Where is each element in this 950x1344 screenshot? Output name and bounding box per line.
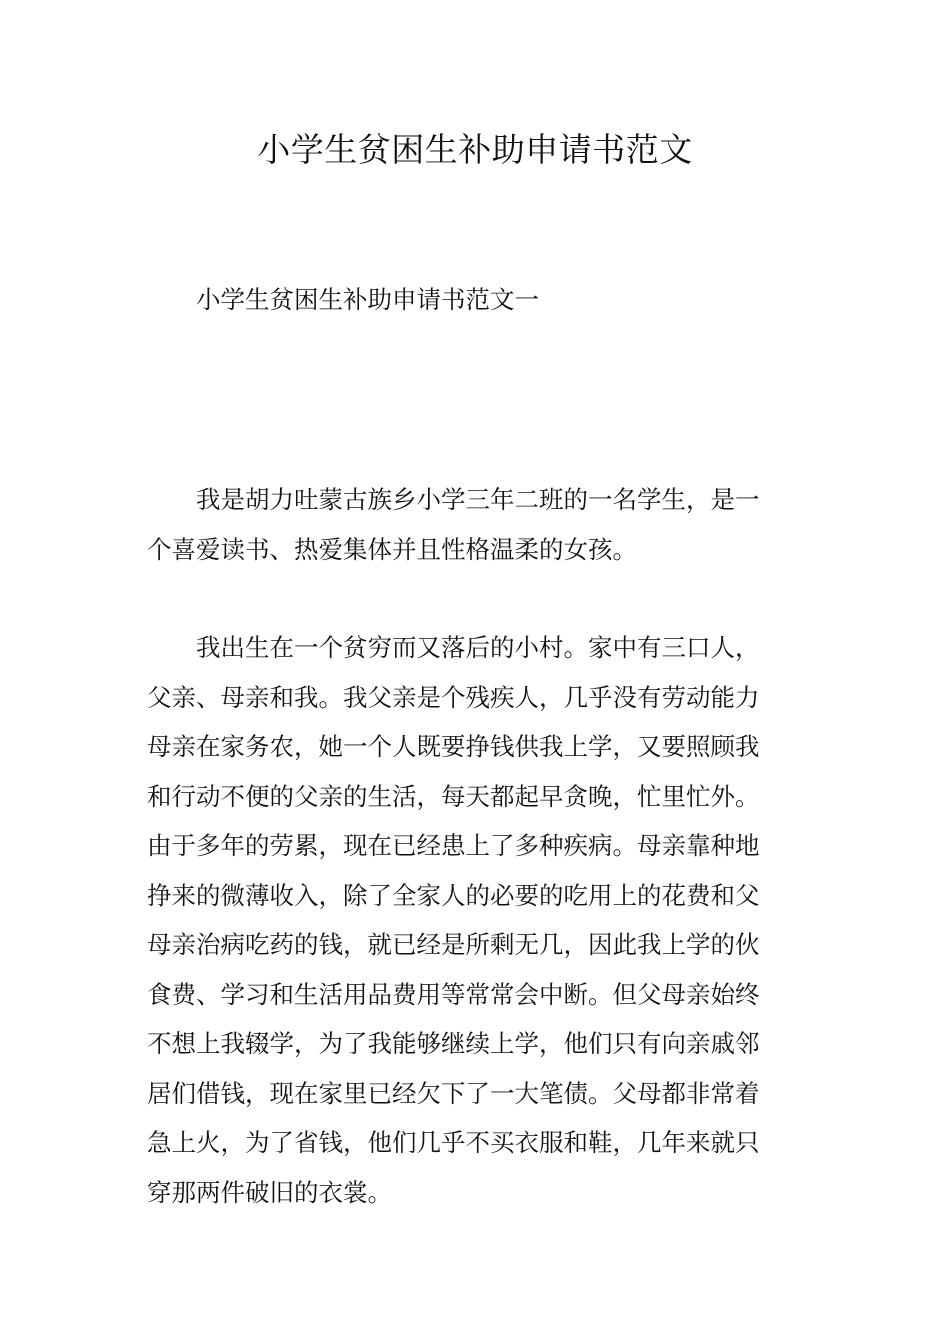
document-subtitle: 小学生贫困生补助申请书范文一 bbox=[196, 285, 539, 314]
paragraph-line: 挣来的微薄收入，除了全家人的必要的吃用上的花费和父 bbox=[147, 880, 760, 910]
paragraph-line: 母亲在家务农，她一个人既要挣钱供我上学，又要照顾我 bbox=[147, 732, 760, 761]
paragraph-line: 和行动不便的父亲的生活，每天都起早贪晚，忙里忙外。 bbox=[147, 781, 760, 811]
paragraph-line: 由于多年的劳累，现在已经患上了多种疾病。母亲靠种地 bbox=[147, 831, 760, 860]
paragraph-line: 个喜爱读书、热爱集体并且性格温柔的女孩。 bbox=[147, 534, 637, 564]
paragraph-line: 父亲、母亲和我。我父亲是个残疾人，几乎没有劳动能力 bbox=[147, 682, 760, 712]
paragraph-line: 急上火，为了省钱，他们几乎不买衣服和鞋，几年来就只 bbox=[147, 1128, 760, 1157]
paragraph-line: 不想上我辍学，为了我能够继续上学，他们只有向亲戚邻 bbox=[147, 1029, 760, 1058]
paragraph-line: 我是胡力吐蒙古族乡小学三年二班的一名学生，是一 bbox=[196, 485, 760, 514]
paragraph-line: 穿那两件破旧的衣裳。 bbox=[147, 1177, 392, 1207]
document-title: 小学生贫困生补助申请书范文 bbox=[257, 130, 693, 169]
paragraph-2 bbox=[147, 623, 807, 1217]
paragraph-1 bbox=[147, 475, 807, 574]
paragraph-line: 食费、学习和生活用品费用等常常会中断。但父母亲始终 bbox=[147, 979, 760, 1009]
paragraph-line: 我出生在一个贫穷而又落后的小村。家中有三口人， bbox=[196, 633, 760, 662]
paragraph-line: 居们借钱，现在家里已经欠下了一大笔债。父母都非常着 bbox=[147, 1078, 760, 1108]
paragraph-line: 母亲治病吃药的钱，就已经是所剩无几，因此我上学的伙 bbox=[147, 930, 760, 959]
